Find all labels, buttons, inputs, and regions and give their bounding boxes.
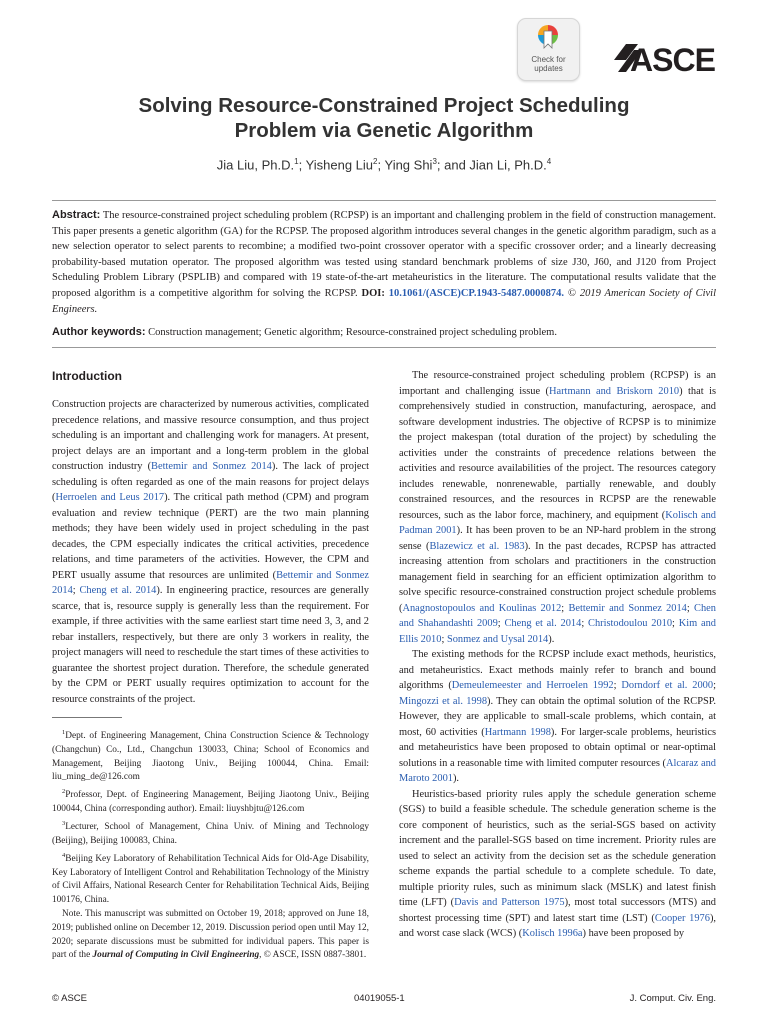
asce-logo [612, 38, 716, 82]
note-text: , © ASCE, ISSN 0887-3801. [259, 950, 367, 961]
body-text: ) that is comprehensively studied in construction, manufacturing, aerospace, and software development industries. The objective of RCPSP is to minimize the project makespan (total duration of the project) by scheduling the activities under the constraints of precedence relations between the activities and resource availabilities of the project. The resources category includes renewable, nonrenewable, partially renewable, and doubly constrained resources, and the resources in RCPSP are the renewable resources, such as the labor force, machinery, and equipment ( [399, 385, 716, 521]
body-text: ). [452, 773, 460, 784]
body-text: Construction projects are characterized by numerous activities, complicated precedence relations, and massive resource consumption, and thus project scheduling is an important and challenging work for managers. At present, project delays are an important and a long-term problem in the global construction industry ( [52, 399, 369, 472]
abstract-label: Abstract: [52, 209, 101, 221]
body-text: ; [497, 618, 505, 629]
check-for-updates-badge[interactable] [517, 18, 580, 81]
author-separator: ; [377, 157, 385, 173]
citation-link[interactable]: Sonmez and Uysal 2014 [446, 633, 549, 645]
body-text: ; [713, 680, 716, 691]
footnote [52, 785, 369, 817]
body-text: ), most total successors (MTS) and shortest processing time (SPT) and latest start time (LST) ( [399, 897, 716, 924]
citation-link[interactable]: Mingozzi et al. 1998 [399, 695, 488, 707]
doi-link[interactable]: 10.1061/(ASCE)CP.1943-5487.0000874. [388, 287, 564, 299]
footnote-text: Professor, Dept. of Engineering Management, Beijing Jiaotong Univ., Beijing 100044, China (corresponding author). Email: liuyshbjtu@126.com [52, 790, 369, 815]
author-affiliation-mark: 2 [373, 157, 378, 166]
author-affiliation-mark: 3 [432, 157, 437, 166]
citation-link[interactable]: Kim and Ellis 2010 [399, 618, 716, 645]
footnote-mark: 1 [62, 729, 66, 736]
copyright-notice: © 2019 American Society of Civil Engineers. [52, 287, 717, 315]
footer-article-number: 04019055-1 [354, 993, 405, 1004]
citation-link[interactable]: Bettemir and Sonmez 2014 [151, 461, 272, 472]
footnote-divider [52, 717, 122, 718]
body-paragraph [52, 397, 369, 707]
abstract [52, 208, 716, 317]
footnote [52, 726, 369, 785]
body-text: ). They can obtain the optimal solution of the RCPSP. However, they are applicable to small-scale problems, which contain, at most, 60 activities ( [399, 695, 716, 738]
body-text: ; [581, 618, 589, 629]
footnote-mark: 2 [62, 788, 66, 796]
body-text: ; [613, 680, 622, 691]
citation-link[interactable]: Demeulemeester and Herroelen 1992 [451, 680, 614, 691]
left-paragraphs [52, 397, 369, 707]
body-paragraph [399, 787, 716, 942]
author-separator: ; and [436, 157, 470, 173]
citation-link[interactable]: Anagnostopoulos and Koulinas 2012 [402, 602, 562, 614]
author-affiliation-mark: 4 [546, 157, 552, 166]
footnote-text: Dept. of Engineering Management, China Construction Science & Technology (Changchun) Co., Ltd., Changchun 130033, China; School of Economics and Management, Beijing Jiaotong Univ., Beijing 100044, China. Email: liu_ming_de@126.com [52, 731, 369, 783]
keywords-label: Author keywords: [52, 326, 146, 338]
doi-label: DOI: [361, 287, 385, 299]
citation-link[interactable]: Blazewicz et al. 1983 [429, 540, 525, 552]
body-text: ; [672, 618, 679, 629]
footnote [52, 849, 369, 908]
article-title [60, 93, 708, 143]
note-text: Note. This manuscript was submitted on October 19, 2018; approved on June 18, 2019; published online on December 12, 2019. Discussion period open until May 12, 2020; separate discussions must be submitted for individual papers. This paper is part of the [52, 908, 369, 961]
author-name: Jian Li, Ph.D. [469, 157, 547, 173]
body-text: ; [686, 602, 695, 614]
citation-link[interactable]: Chen and Shahandashti 2009 [399, 602, 716, 629]
author-affiliation-mark: 1 [294, 157, 299, 166]
citation-link[interactable]: Kolisch 1996a [522, 928, 583, 939]
citation-link[interactable]: Christodoulou 2010 [588, 618, 673, 629]
author-separator: ; [298, 157, 306, 173]
right-column [399, 368, 716, 942]
badge-label [518, 55, 579, 73]
body-text: ), and worst case slack (WCS) ( [399, 912, 716, 939]
right-paragraphs [399, 368, 716, 942]
citation-link[interactable]: Bettemir and Sonmez 2014 [568, 602, 687, 614]
author-name: Yisheng Liu [305, 157, 374, 173]
body-text: ). The lack of project scheduling is often regarded as one of the main reasons for project delays ( [52, 461, 369, 503]
footnote [52, 817, 369, 849]
body-text: ). In the past decades, RCPSP has attracted increasing attention from scholars and practitioners in the construction management field in searching for an efficient optimization algorithm to solve specific resource-constrained construction project schedule problems ( [399, 540, 717, 614]
body-text: ). It has been proven to be an NP-hard problem in the strong sense ( [399, 525, 716, 552]
footnote-mark: 4 [62, 851, 66, 859]
footnote-mark: 3 [62, 819, 66, 827]
citation-link[interactable]: Dorndorf et al. 2000 [621, 680, 714, 691]
citation-link[interactable]: Kolisch and Padman 2001 [399, 509, 716, 536]
body-text: ). For larger-scale problems, heuristics and metaheuristics have been proposed to obtain optimal or near-optimal solutions in a reasonable time with limited computer resources ( [399, 726, 716, 769]
body-text: ; [72, 585, 80, 596]
bookmark-icon [537, 24, 559, 54]
journal-name-italic: Journal of Computing in Civil Engineering [92, 950, 260, 961]
author-name: Jia Liu, Ph.D. [216, 157, 295, 173]
footer-copyright: © ASCE [52, 993, 87, 1004]
citation-link[interactable]: Hartmann and Briskorn 2010 [548, 385, 680, 397]
divider-keywords [52, 347, 716, 348]
manuscript-note [52, 908, 369, 963]
body-text: ; [441, 633, 447, 645]
citation-link[interactable]: Cooper 1976 [654, 912, 710, 924]
citation-link[interactable]: Bettemir and Sonmez 2014 [52, 569, 369, 596]
footer-journal: J. Comput. Civ. Eng. [629, 993, 716, 1004]
body-text: ; [561, 602, 569, 614]
title-line-2: Problem via Genetic Algorithm [234, 119, 534, 142]
body-text: The existing methods for the RCPSP include exact methods, heuristics, and metaheuristics. Exact methods mainly refer to branch and bound algorithms ( [399, 649, 716, 691]
citation-link[interactable]: Cheng et al. 2014 [79, 585, 157, 596]
citation-link[interactable]: Herroelen and Leus 2017 [55, 492, 165, 503]
title-line-1: Solving Resource-Constrained Project Scheduling [138, 94, 630, 117]
citation-link[interactable]: Hartmann 1998 [484, 726, 551, 738]
citation-link[interactable]: Cheng et al. 2014 [504, 618, 582, 629]
abstract-text: The resource-constrained project scheduling problem (RCPSP) is an important and challenging problem in the field of construction management. This paper presents a genetic algorithm (GA) for the RCPSP. The proposed algorithm introduces several changes in the genetic algorithm paradigm, such as a new selection operator to select parents to recombine; a modified two-point crossover operator with a specific crossover order; and a linearly decreasing probability-based mutation operator. The proposed algorithm was tested using standard benchmark problems of size J30, J60, and J120 from Project Scheduling Problem Library (PSPLIB) and compared with 19 state-of-the-art metaheuristics in the literature. The computational results validate that the proposed algorithm is a competitive algorithm for solving the RCPSP. [52, 210, 716, 299]
body-text: ) have been proposed by [582, 928, 685, 939]
svg-text:ASCE: ASCE [630, 42, 715, 78]
body-paragraph [399, 368, 716, 647]
badge-line-1: Check for [531, 55, 566, 64]
journal-name [93, 950, 260, 960]
author-keywords [52, 325, 716, 340]
footnote-text: Beijing Key Laboratory of Rehabilitation Technical Aids for Old-Age Disability, Key Laboratory of Intelligent Control and Rehabilitation Technology of the Ministry of Civil Affairs, National Research Center for Rehabilitation Technical Aids, Beijing 100176, China. [52, 853, 369, 906]
body-text: Heuristics-based priority rules apply the schedule generation scheme (SGS) to build a feasible schedule. The schedule generation scheme is the core component of heuristics, such as the serial-SGS based on activity increment and the parallel-SGS based on time increment. Priority rules are used to select an activity from the decision set as the schedule generation scheme expands the partial schedule to a complete schedule. To date, multiple priority rules, such as minimum slack (MSLK) and latest finish time (LFT) ( [399, 788, 716, 908]
body-text: ). In engineering practice, resources are generally scarce, that is, resource supply is generally less than the requirement. For example, if three activities with the same earliest start time need 3, 3, and 2 rebar installers, respectively, but there are only 3 workers in reality, the project managers will need to reschedule the start times of these activities to guarantee the shortest project duration. Therefore, the schedule generated by the CPM or PERT usually requires optimization to account for the resource constraints of the project. [52, 585, 369, 705]
body-text: ). The critical path method (CPM) and program evaluation and review technique (PERT) are the two main planning methods; they have been widely used in project scheduling in the past decades, the CPM especially indicates the critical activities, precedence relations, and time parameters of the activities. However, the CPM and PERT usually assume that resources are unlimited ( [52, 492, 369, 581]
body-paragraph [399, 647, 716, 787]
citation-link[interactable]: Alcaraz and Maroto 2001 [399, 757, 716, 784]
author-list [60, 157, 708, 172]
left-column [52, 368, 369, 963]
body-text: ). [548, 633, 555, 645]
author-name: Ying Shi [384, 157, 433, 173]
keywords-text: Construction management; Genetic algorithm; Resource-constrained project scheduling problem. [145, 327, 557, 338]
body-text: The resource-constrained project scheduling problem (RCPSP) is an important and challenging issue ( [399, 370, 716, 397]
badge-line-2: updates [534, 64, 563, 73]
citation-link[interactable]: Davis and Patterson 1975 [454, 897, 565, 908]
footnotes [52, 726, 369, 963]
divider-top [52, 200, 716, 201]
footnote-text: Lecturer, School of Management, China Univ. of Mining and Technology (Beijing), Beijing 100083, China. [52, 822, 369, 846]
section-heading: Introduction [52, 369, 122, 383]
